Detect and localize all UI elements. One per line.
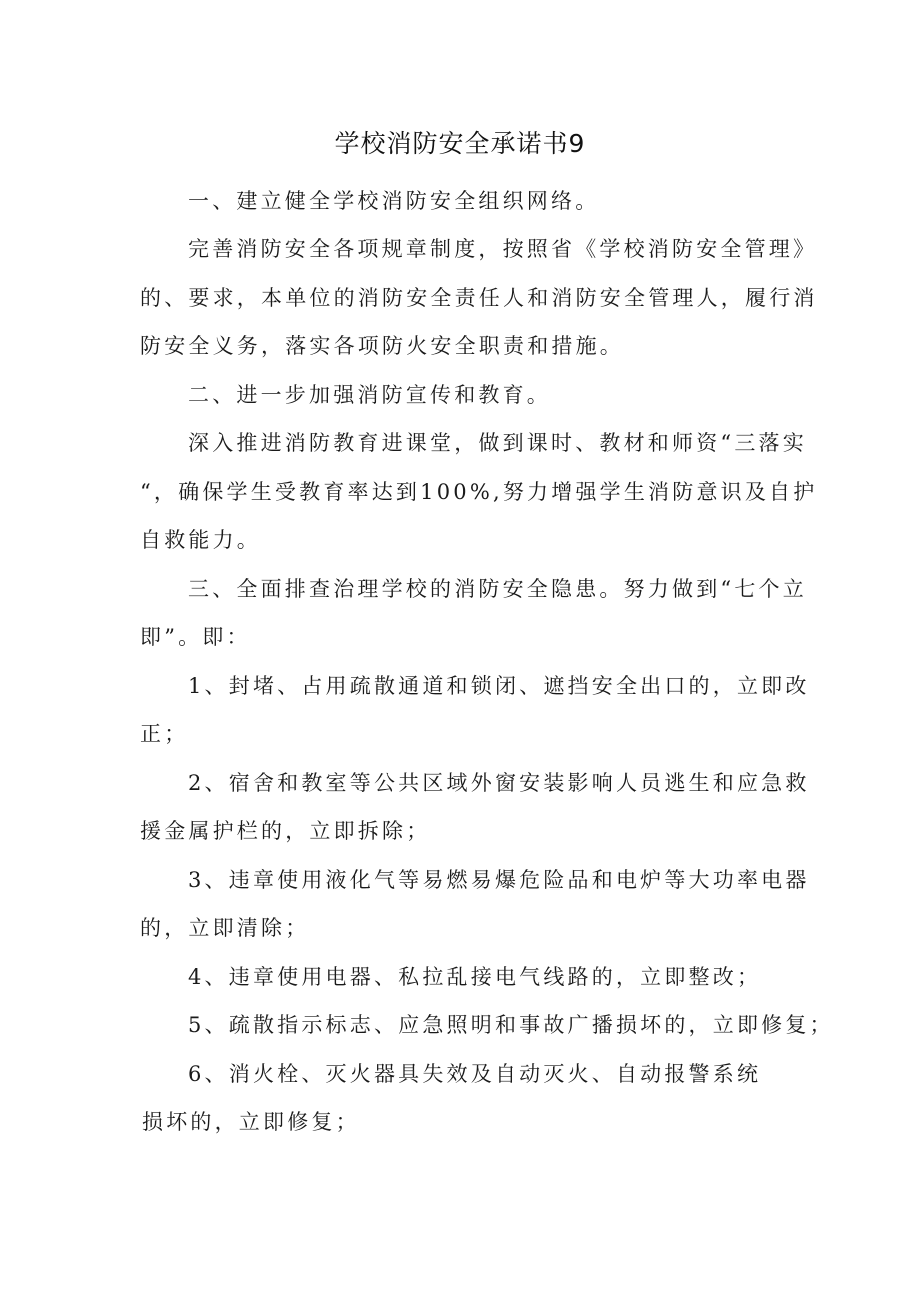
list-item: 6、消火栓、灭火器具失效及自动灭火、自动报警系统 (188, 1062, 762, 1086)
list-item-continuation: 援金属护栏的，立即拆除； (140, 819, 431, 843)
list-item: 3、违章使用液化气等易燃易爆危险品和电炉等大功率电器 (188, 868, 810, 892)
section-heading-3: 三、全面排查治理学校的消防安全隐患。努力做到“七个立 (188, 577, 807, 601)
list-item-continuation: 正； (140, 722, 189, 746)
list-item-continuation: 的，立即清除； (140, 916, 310, 940)
list-item: 5、疏散指示标志、应急照明和事故广播损坏的，立即修复； (188, 1013, 834, 1037)
list-item: 4、违章使用电器、私拉乱接电气线路的，立即整改； (188, 965, 762, 989)
paragraph-line: “，确保学生受教育率达到100%,努力增强学生消防意识及自护 (140, 480, 818, 504)
paragraph-line: 深入推进消防教育进课堂，做到课时、教材和师资“三落实 (188, 431, 807, 455)
list-item: 2、宿舍和教室等公共区域外窗安装影响人员逃生和应急救 (188, 771, 810, 795)
list-item: 1、封堵、占用疏散通道和锁闭、遮挡安全出口的，立即改 (188, 674, 810, 698)
document-title: 学校消防安全承诺书9 (334, 129, 586, 158)
paragraph-line: 防安全义务，落实各项防火安全职责和措施。 (140, 334, 624, 358)
section-heading-1: 一、建立健全学校消防安全组织网络。 (188, 189, 600, 213)
paragraph-line: 自救能力。 (140, 528, 261, 552)
section-heading-2: 二、进一步加强消防宣传和教育。 (188, 383, 551, 407)
list-item-continuation: 损坏的，立即修复； (142, 1110, 360, 1134)
paragraph-line: 即”。即： (140, 625, 251, 649)
paragraph-line: 的、要求，本单位的消防安全责任人和消防安全管理人，履行消 (140, 286, 818, 310)
paragraph-line: 完善消防安全各项规章制度，按照省《学校消防安全管理》 (188, 237, 818, 261)
